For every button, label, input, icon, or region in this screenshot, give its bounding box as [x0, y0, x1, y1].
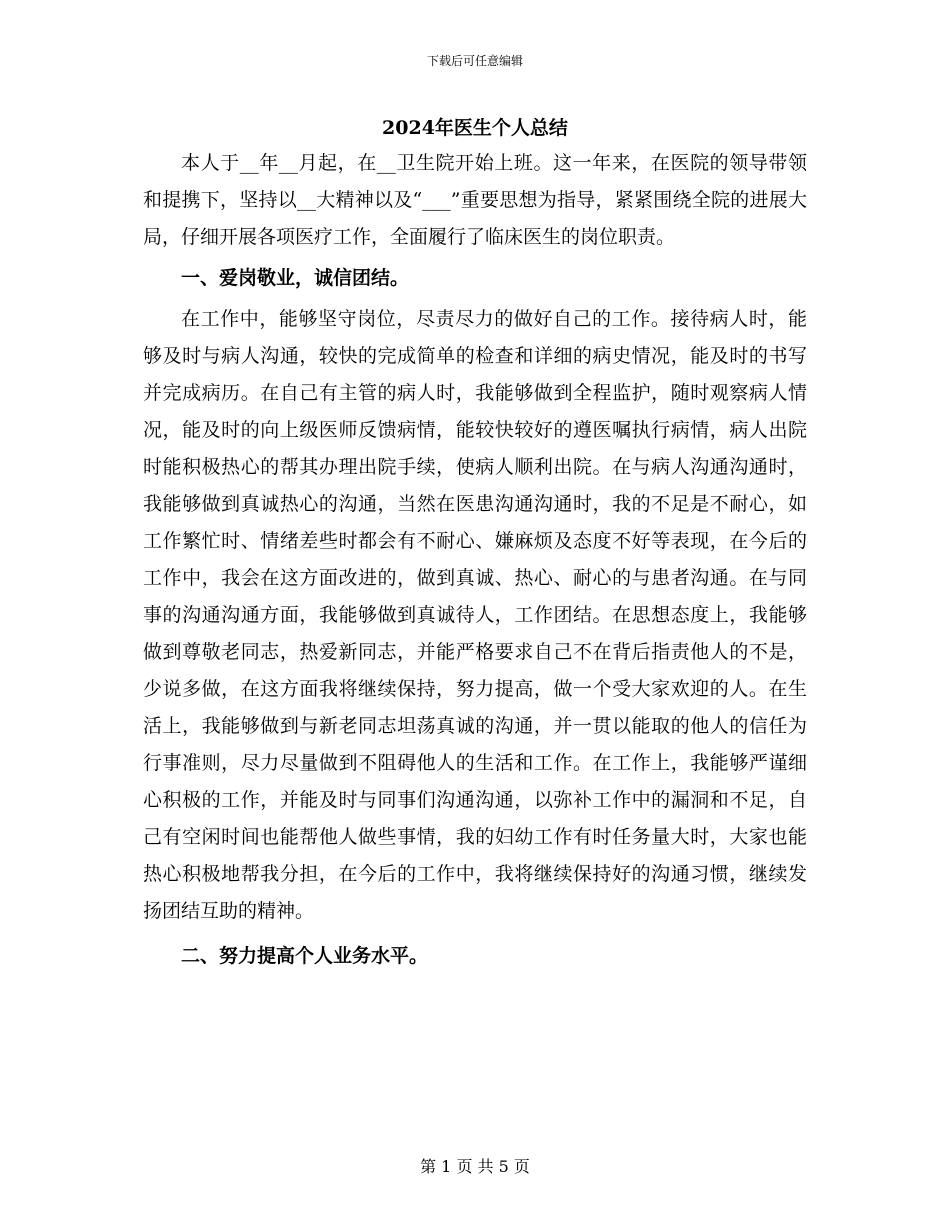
- section-heading-2: 二、努力提高个人业务水平。: [181, 945, 429, 967]
- page-number: 第 1 页 共 5 页: [420, 1157, 530, 1176]
- page-header: 下载后可任意编辑: [426, 54, 523, 68]
- section-heading-1: 一、爱岗敬业，诚信团结。: [181, 267, 410, 289]
- intro-paragraph: 本人于__年__月起，在__卫生院开始上班。这一年来，在医院的领导带领和提携下，坚持以__大精神以及“___”重要思想为指导，紧紧围绕全院的进展大局，仔细开展各项医疗工作，全面履行了临床医生的岗位职责。: [143, 152, 807, 248]
- section-1-paragraph: 在工作中，能够坚守岗位，尽责尽力的做好自己的工作。接待病人时，能够及时与病人沟通，较快的完成简单的检查和详细的病史情况，能及时的书写并完成病历。在自己有主管的病人时，我能够做到全程监护，随时观察病人情况，能及时的向上级医师反馈病情，能较快较好的遵医嘱执行病情，病人出院时能积极热心的帮其办理出院手续，使病人顺利出院。在与病人沟通沟通时，我能够做到真诚热心的沟通，当然在医患沟通沟通时，我的不足是不耐心，如工作繁忙时、情绪差些时都会有不耐心、嫌麻烦及态度不好等表现，在今后的工作中，我会在这方面改进的，做到真诚、热心、耐心的与患者沟通。在与同事的沟通沟通方面，我能够做到真诚待人，工作团结。在思想态度上，我能够做到尊敬老同志，热爱新同志，并能严格要求自己不在背后指责他人的不是，少说多做，在这方面我将继续保持，努力提高，做一个受大家欢迎的人。在生活上，我能够做到与新老同志坦荡真诚的沟通，并一贯以能取的他人的信任为行事准则，尽力尽量做到不阻碍他人的生活和工作。在工作上，我能够严谨细心积极的工作，并能及时与同事们沟通沟通，以弥补工作中的漏洞和不足，自己有空闲时间也能帮他人做些事情，我的妇幼工作有时任务量大时，大家也能热心积极地帮我分担，在今后的工作中，我将继续保持好的沟通习惯，继续发扬团结互助的精神。: [143, 308, 807, 922]
- document-title: 2024年医生个人总结: [382, 117, 568, 139]
- document-body: [143, 145, 807, 975]
